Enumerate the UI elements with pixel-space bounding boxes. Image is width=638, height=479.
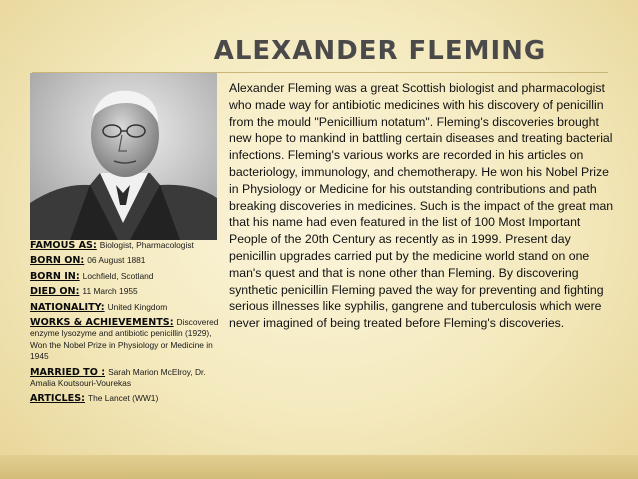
- fact-value: United Kingdom: [107, 301, 168, 312]
- fact-value: Biologist, Pharmacologist: [99, 240, 194, 250]
- fact-died-on: [30, 286, 220, 297]
- fact-married-to: [30, 367, 220, 390]
- facts-list: [30, 240, 220, 409]
- fact-label: ARTICLES:: [30, 393, 85, 405]
- fact-label: MARRIED TO :: [30, 366, 106, 378]
- fact-value: Discovered enzyme lysozyme and antibiotic penicillin (1929), Won the Nobel Prize in Physiology or Medicine in 1945: [30, 317, 219, 362]
- fact-famous-as: [30, 240, 220, 251]
- fact-label: BORN IN:: [30, 270, 80, 282]
- biography-text: Alexander Fleming was a great Scottish biologist and pharmacologist who made way for antibiotic medicines with his discovery of penicillin from the mould "Penicillium notatum". Fleming's discoveries brought new hope to mankind in battling certain diseases and treating bacterial infections. Fleming's various works are recorded in his articles on bacteriology, immunology, and chemotherapy. He won his Nobel Prize in Physiology or Medicine for his outstanding contributions and path breaking discoveries in medicines. Such is the impact of the great man that his name had even featured in the list of 100 Most Important People of the 20th Century as recently as in 1999. Present day penicillin upgrades carried put by the medicine world stand on one man's quest and that is none other than Fleming. By discovering synthetic penicillin Fleming paved the way for preventing and fighting serious illnesses like syphilis, gangrene and tuberculosis which were never imagined of being treated before Fleming's discoveries.: [229, 81, 614, 331]
- portrait-photo-icon: [30, 73, 217, 240]
- fact-value: The Lancet (WW1): [87, 393, 159, 404]
- fact-label: DIED ON:: [30, 286, 80, 298]
- fact-value: Sarah Marion McElroy, Dr. Amalia Koutsouri-Vourekas: [30, 366, 206, 389]
- fact-label: NATIONALITY:: [30, 301, 105, 313]
- fact-born-in: [30, 271, 220, 282]
- fact-articles: [30, 393, 220, 404]
- fact-born-on: [30, 255, 220, 266]
- fact-works-achievements: [30, 317, 220, 363]
- fact-nationality: [30, 302, 220, 313]
- fact-label: WORKS & ACHIEVEMENTS:: [30, 317, 174, 329]
- slide-title: ALEXANDER FLEMING: [213, 36, 547, 66]
- fact-label: BORN ON:: [30, 255, 85, 267]
- fact-value: Lochfield, Scotland: [82, 270, 154, 281]
- fact-label: FAMOUS AS:: [30, 240, 97, 251]
- footer-bar: [0, 455, 638, 479]
- fact-value: 11 March 1955: [82, 286, 138, 297]
- fact-value: 06 August 1881: [87, 255, 146, 266]
